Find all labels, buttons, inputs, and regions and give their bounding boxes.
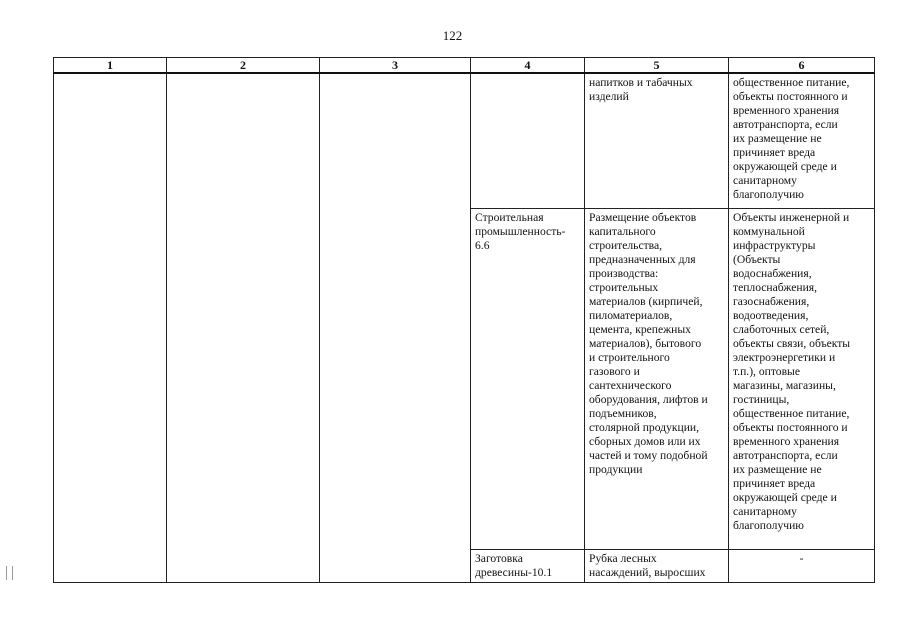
table-cell-col3 bbox=[320, 73, 471, 582]
table-cell-col1 bbox=[54, 73, 167, 582]
table-cell-col5: Размещение объектов капитального строительства, предназначенных для производства: строительных материалов (кирпичей, пиломатериалов, цемента, крепежных материалов), бытового и строительного газового и сантехнического оборудования, лифтов и подъемников, столярной продукции, сборных домов или их частей и тому подобной продукции bbox=[585, 208, 729, 549]
scan-edge-mark bbox=[6, 566, 13, 580]
page-number: 122 bbox=[442, 28, 463, 43]
column-header-3: 3 bbox=[320, 58, 471, 74]
table-cell-col4 bbox=[471, 73, 585, 208]
table-header-row bbox=[54, 58, 875, 74]
table-row bbox=[54, 73, 875, 208]
column-header-5: 5 bbox=[585, 58, 729, 74]
document-table bbox=[53, 57, 875, 583]
table-cell-col6: - bbox=[729, 549, 875, 582]
table-cell-col5: Рубка лесных насаждений, выросших bbox=[585, 549, 729, 582]
table-cell-col6: Объекты инженерной и коммунальной инфраструктуры (Объекты водоснабжения, теплоснабжения, газоснабжения, водоотведения, слаботочных сетей, объекты связи, объекты электроэнергетики и т.п.), оптовые магазины, магазины, гостиницы, общественное питание, объекты постоянного и временного хранения автотранспорта, если их размещение не причиняет вреда окружающей среде и санитарному благополучию bbox=[729, 208, 875, 549]
table-cell-col5: напитков и табачных изделий bbox=[585, 73, 729, 208]
column-header-6: 6 bbox=[729, 58, 875, 74]
column-header-1: 1 bbox=[54, 58, 167, 74]
table-cell-col4: Строительная промышленность- 6.6 bbox=[471, 208, 585, 549]
table-cell-col6: общественное питание, объекты постоянного и временного хранения автотранспорта, если их размещение не причиняет вреда окружающей среде и санитарному благополучию bbox=[729, 73, 875, 208]
table-cell-col4: Заготовка древесины-10.1 bbox=[471, 549, 585, 582]
column-header-4: 4 bbox=[471, 58, 585, 74]
table-cell-col2 bbox=[167, 73, 320, 582]
column-header-2: 2 bbox=[167, 58, 320, 74]
